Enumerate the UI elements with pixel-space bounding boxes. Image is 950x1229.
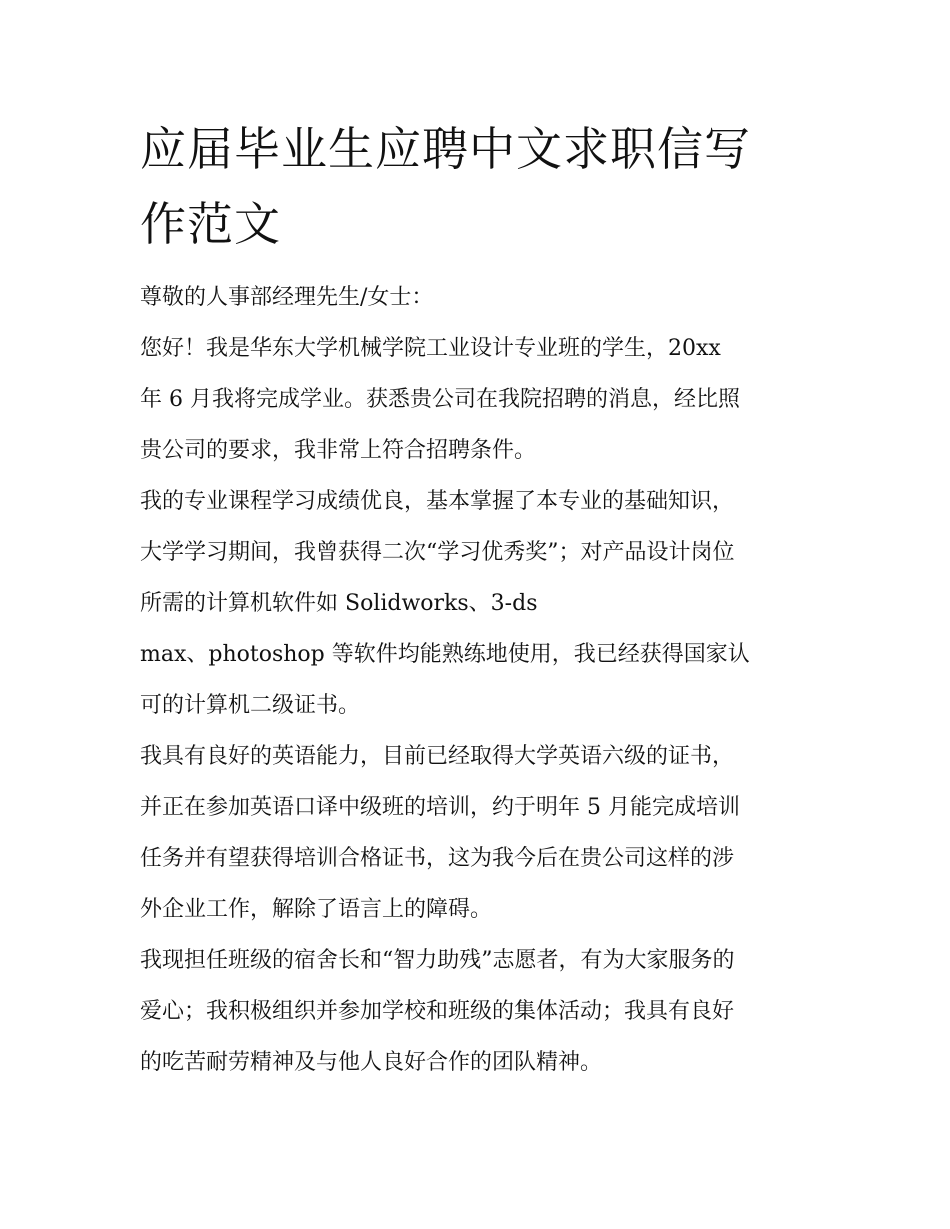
paragraph-activities — [140, 935, 820, 1088]
paragraph-intro — [140, 323, 820, 476]
paragraph-line: 我具有良好的英语能力，目前已经取得大学英语六级的证书， — [140, 744, 735, 769]
paragraph-line: 外企业工作，解除了语言上的障碍。 — [140, 897, 493, 922]
paragraph-line: 您好！我是华东大学机械学院工业设计专业班的学生，20xx — [140, 336, 721, 361]
title-line: 作范文 — [140, 197, 281, 251]
paragraph-line: 年 6 月我将完成学业。获悉贵公司在我院招聘的消息，经比照 — [140, 387, 740, 412]
paragraph-line: 我现担任班级的宿舍长和“智力助残”志愿者，有为大家服务的 — [140, 948, 735, 973]
paragraph-line: 的吃苦耐劳精神及与他人良好合作的团队精神。 — [140, 1050, 603, 1075]
paragraph-line: 尊敬的人事部经理先生/女士： — [140, 285, 434, 310]
salutation — [140, 272, 820, 323]
paragraph-line: max、photoshop 等软件均能熟练地使用，我已经获得国家认 — [140, 642, 750, 667]
paragraph-english — [140, 731, 820, 935]
paragraph-line: 大学学习期间，我曾获得二次“学习优秀奖”；对产品设计岗位 — [140, 540, 735, 565]
document-title — [140, 112, 820, 262]
paragraph-line: 并正在参加英语口译中级班的培训，约于明年 5 月能完成培训 — [140, 795, 740, 820]
paragraph-line: 我的专业课程学习成绩优良，基本掌握了本专业的基础知识， — [140, 489, 735, 514]
paragraph-education — [140, 476, 820, 731]
title-line: 应届毕业生应聘中文求职信写 — [140, 122, 751, 176]
paragraph-line: 所需的计算机软件如 Solidworks、3-ds — [140, 591, 538, 616]
paragraph-line: 可的计算机二级证书。 — [140, 693, 361, 718]
paragraph-line: 爱心；我积极组织并参加学校和班级的集体活动；我具有良好 — [140, 999, 735, 1024]
paragraph-line: 任务并有望获得培训合格证书，这为我今后在贵公司这样的涉 — [140, 846, 735, 871]
document-page — [140, 112, 820, 1088]
paragraph-line: 贵公司的要求，我非常上符合招聘条件。 — [140, 438, 537, 463]
